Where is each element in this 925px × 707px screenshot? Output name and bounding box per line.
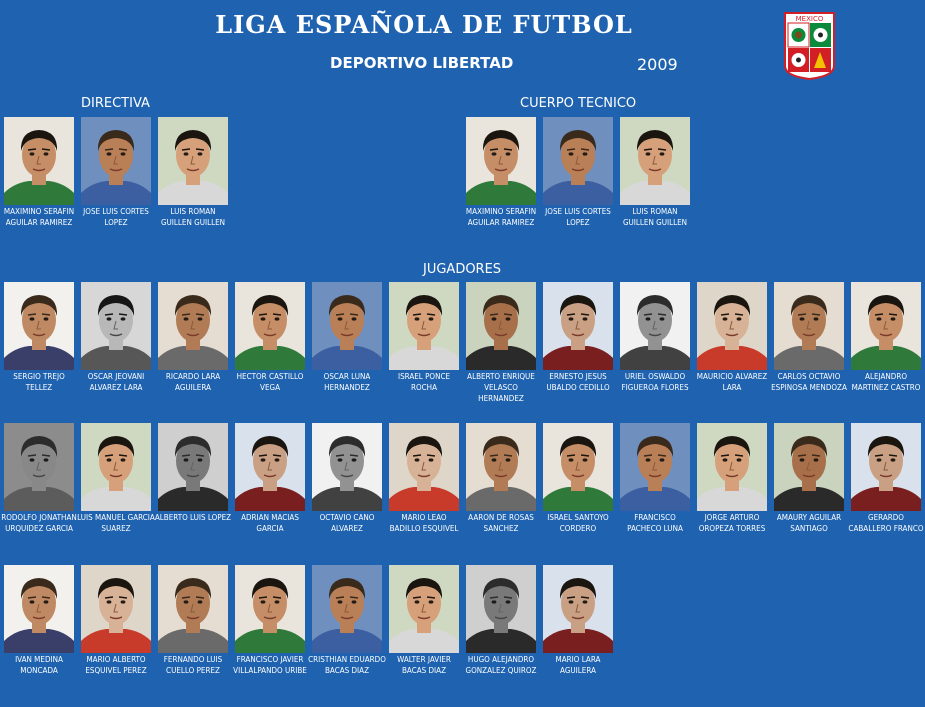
person-photo: [620, 117, 690, 205]
person-photo: [312, 282, 382, 370]
person-name: ADRIAN MACIAS GARCIA: [241, 513, 299, 533]
svg-text:MEXICO: MEXICO: [795, 15, 824, 23]
person-card: [770, 423, 848, 535]
person-card: [462, 565, 540, 677]
club-name: DEPORTIVO LIBERTAD: [330, 54, 514, 72]
person-name: ERNESTO JESUS UBALDO CEDILLO: [546, 372, 610, 392]
person-card: [231, 565, 309, 677]
person-card: [77, 117, 155, 229]
person-card: [539, 117, 617, 229]
person-name: ISRAEL PONCE ROCHA: [397, 372, 451, 392]
person-card: [0, 565, 78, 677]
person-name: MARIO ALBERTO ESQUIVEL PEREZ: [85, 655, 147, 675]
person-card: [847, 282, 925, 394]
person-name: MAXIMINO SERAFIN AGUILAR RAMIREZ: [465, 207, 537, 227]
person-card: [616, 117, 694, 229]
person-photo: [235, 423, 305, 511]
person-photo: [697, 282, 767, 370]
person-photo: [851, 423, 921, 511]
person-card: [539, 565, 617, 677]
person-card: [308, 423, 386, 535]
person-name: SERGIO TREJO TELLEZ: [13, 372, 65, 392]
person-name: FERNANDO LUIS CUELLO PEREZ: [163, 655, 223, 675]
person-name: ALBERTO ENRIQUE VELASCO HERNANDEZ: [467, 372, 535, 403]
person-photo: [81, 423, 151, 511]
person-photo: [4, 423, 74, 511]
person-card: [385, 565, 463, 677]
person-photo: [4, 282, 74, 370]
person-name: AARON DE ROSAS SANCHEZ: [468, 513, 534, 533]
person-name: MAXIMINO SERAFIN AGUILAR RAMIREZ: [3, 207, 75, 227]
person-photo: [4, 565, 74, 653]
person-name: CARLOS OCTAVIO ESPINOSA MENDOZA: [771, 372, 847, 392]
page-title: LIGA ESPAÑOLA DE FUTBOL: [215, 10, 633, 39]
person-photo: [466, 423, 536, 511]
person-name: JOSE LUIS CORTES LOPEZ: [83, 207, 149, 227]
person-card: [0, 117, 78, 229]
person-photo: [389, 282, 459, 370]
person-name: AMAURY AGUILAR SANTIAGO: [776, 513, 842, 533]
person-card: [462, 117, 540, 229]
person-photo: [466, 565, 536, 653]
person-name: OSCAR LUNA HERNANDEZ: [323, 372, 371, 392]
person-photo: [81, 282, 151, 370]
person-photo: [466, 282, 536, 370]
person-name: CRISTHIAN EDUARDO BACAS DIAZ: [308, 655, 386, 675]
person-name: URIEL OSWALDO FIGUEROA FLORES: [621, 372, 689, 392]
person-photo: [158, 565, 228, 653]
person-name: WALTER JAVIER BACAS DIAZ: [397, 655, 451, 675]
person-name: OSCAR JEOVANI ALVAREZ LARA: [87, 372, 145, 392]
person-name: HECTOR CASTILLO VEGA: [236, 372, 304, 392]
person-name: OCTAVIO CANO ALVAREZ: [319, 513, 375, 533]
person-photo: [312, 565, 382, 653]
person-card: [385, 423, 463, 535]
person-photo: [158, 117, 228, 205]
person-photo: [543, 423, 613, 511]
person-name: FRANCISCO JAVIER VILLALPANDO URIBE: [233, 655, 307, 675]
person-card: [847, 423, 925, 535]
person-photo: [389, 423, 459, 511]
section-title-jugadores: JUGADORES: [423, 262, 502, 277]
person-name: ALEJANDRO MARTINEZ CASTRO: [851, 372, 921, 392]
person-card: [308, 565, 386, 677]
person-photo: [466, 117, 536, 205]
person-card: [693, 423, 771, 535]
person-name: LUIS ROMAN GUILLEN GUILLEN: [622, 207, 688, 227]
person-card: [154, 565, 232, 677]
person-name: JOSE LUIS CORTES LOPEZ: [545, 207, 611, 227]
person-card: [154, 282, 232, 394]
person-name: MAURICIO ALVAREZ LARA: [696, 372, 768, 392]
person-name: HUGO ALEJANDRO GONZALEZ QUIROZ: [465, 655, 537, 675]
person-photo: [235, 565, 305, 653]
person-card: [77, 565, 155, 677]
person-photo: [4, 117, 74, 205]
person-card: [770, 282, 848, 394]
person-photo: [158, 282, 228, 370]
person-card: [154, 423, 232, 524]
person-card: [539, 423, 617, 535]
person-card: [154, 117, 232, 229]
person-photo: [774, 423, 844, 511]
person-card: [308, 282, 386, 394]
person-card: [0, 423, 78, 535]
person-card: [231, 423, 309, 535]
person-card: [231, 282, 309, 394]
person-photo: [697, 423, 767, 511]
person-photo: [312, 423, 382, 511]
person-name: GERARDO CABALLERO FRANCO: [848, 513, 924, 533]
person-card: [385, 282, 463, 394]
person-card: [539, 282, 617, 394]
person-name: MARIO LEAO BADILLO ESQUIVEL: [389, 513, 459, 533]
person-card: [462, 282, 540, 404]
person-name: IVAN MEDINA MONCADA: [15, 655, 63, 675]
person-photo: [620, 282, 690, 370]
person-card: [693, 282, 771, 394]
person-name: LUIS ROMAN GUILLEN GUILLEN: [160, 207, 226, 227]
person-photo: [389, 565, 459, 653]
person-photo: [158, 423, 228, 511]
person-card: [77, 423, 155, 535]
person-photo: [774, 282, 844, 370]
person-name: ISRAEL SANTOYO CORDERO: [547, 513, 609, 533]
person-photo: [620, 423, 690, 511]
person-name: RODOLFO JONATHAN URQUIDEZ GARCIA: [1, 513, 77, 533]
club-crest-logo: [784, 12, 835, 80]
person-card: [616, 282, 694, 394]
person-card: [616, 423, 694, 535]
person-photo: [851, 282, 921, 370]
person-card: [77, 282, 155, 394]
person-name: RICARDO LARA AGUILERA: [165, 372, 221, 392]
person-name: FRANCISCO PACHECO LUNA: [627, 513, 683, 533]
person-photo: [543, 565, 613, 653]
person-photo: [81, 565, 151, 653]
person-photo: [81, 117, 151, 205]
person-photo: [543, 282, 613, 370]
person-photo: [235, 282, 305, 370]
person-name: JORGE ARTURO OROPEZA TORRES: [698, 513, 766, 533]
person-card: [0, 282, 78, 394]
section-title-cuerpo-tecnico: CUERPO TECNICO: [520, 96, 637, 111]
person-name: MARIO LARA AGUILERA: [555, 655, 601, 675]
season-year: 2009: [637, 55, 678, 74]
person-name: ALBERTO LUIS LOPEZ: [154, 513, 232, 522]
person-name: LUIS MANUEL GARCIA SUAREZ: [77, 513, 155, 533]
person-photo: [543, 117, 613, 205]
section-title-directiva: DIRECTIVA: [81, 96, 150, 111]
person-card: [462, 423, 540, 535]
